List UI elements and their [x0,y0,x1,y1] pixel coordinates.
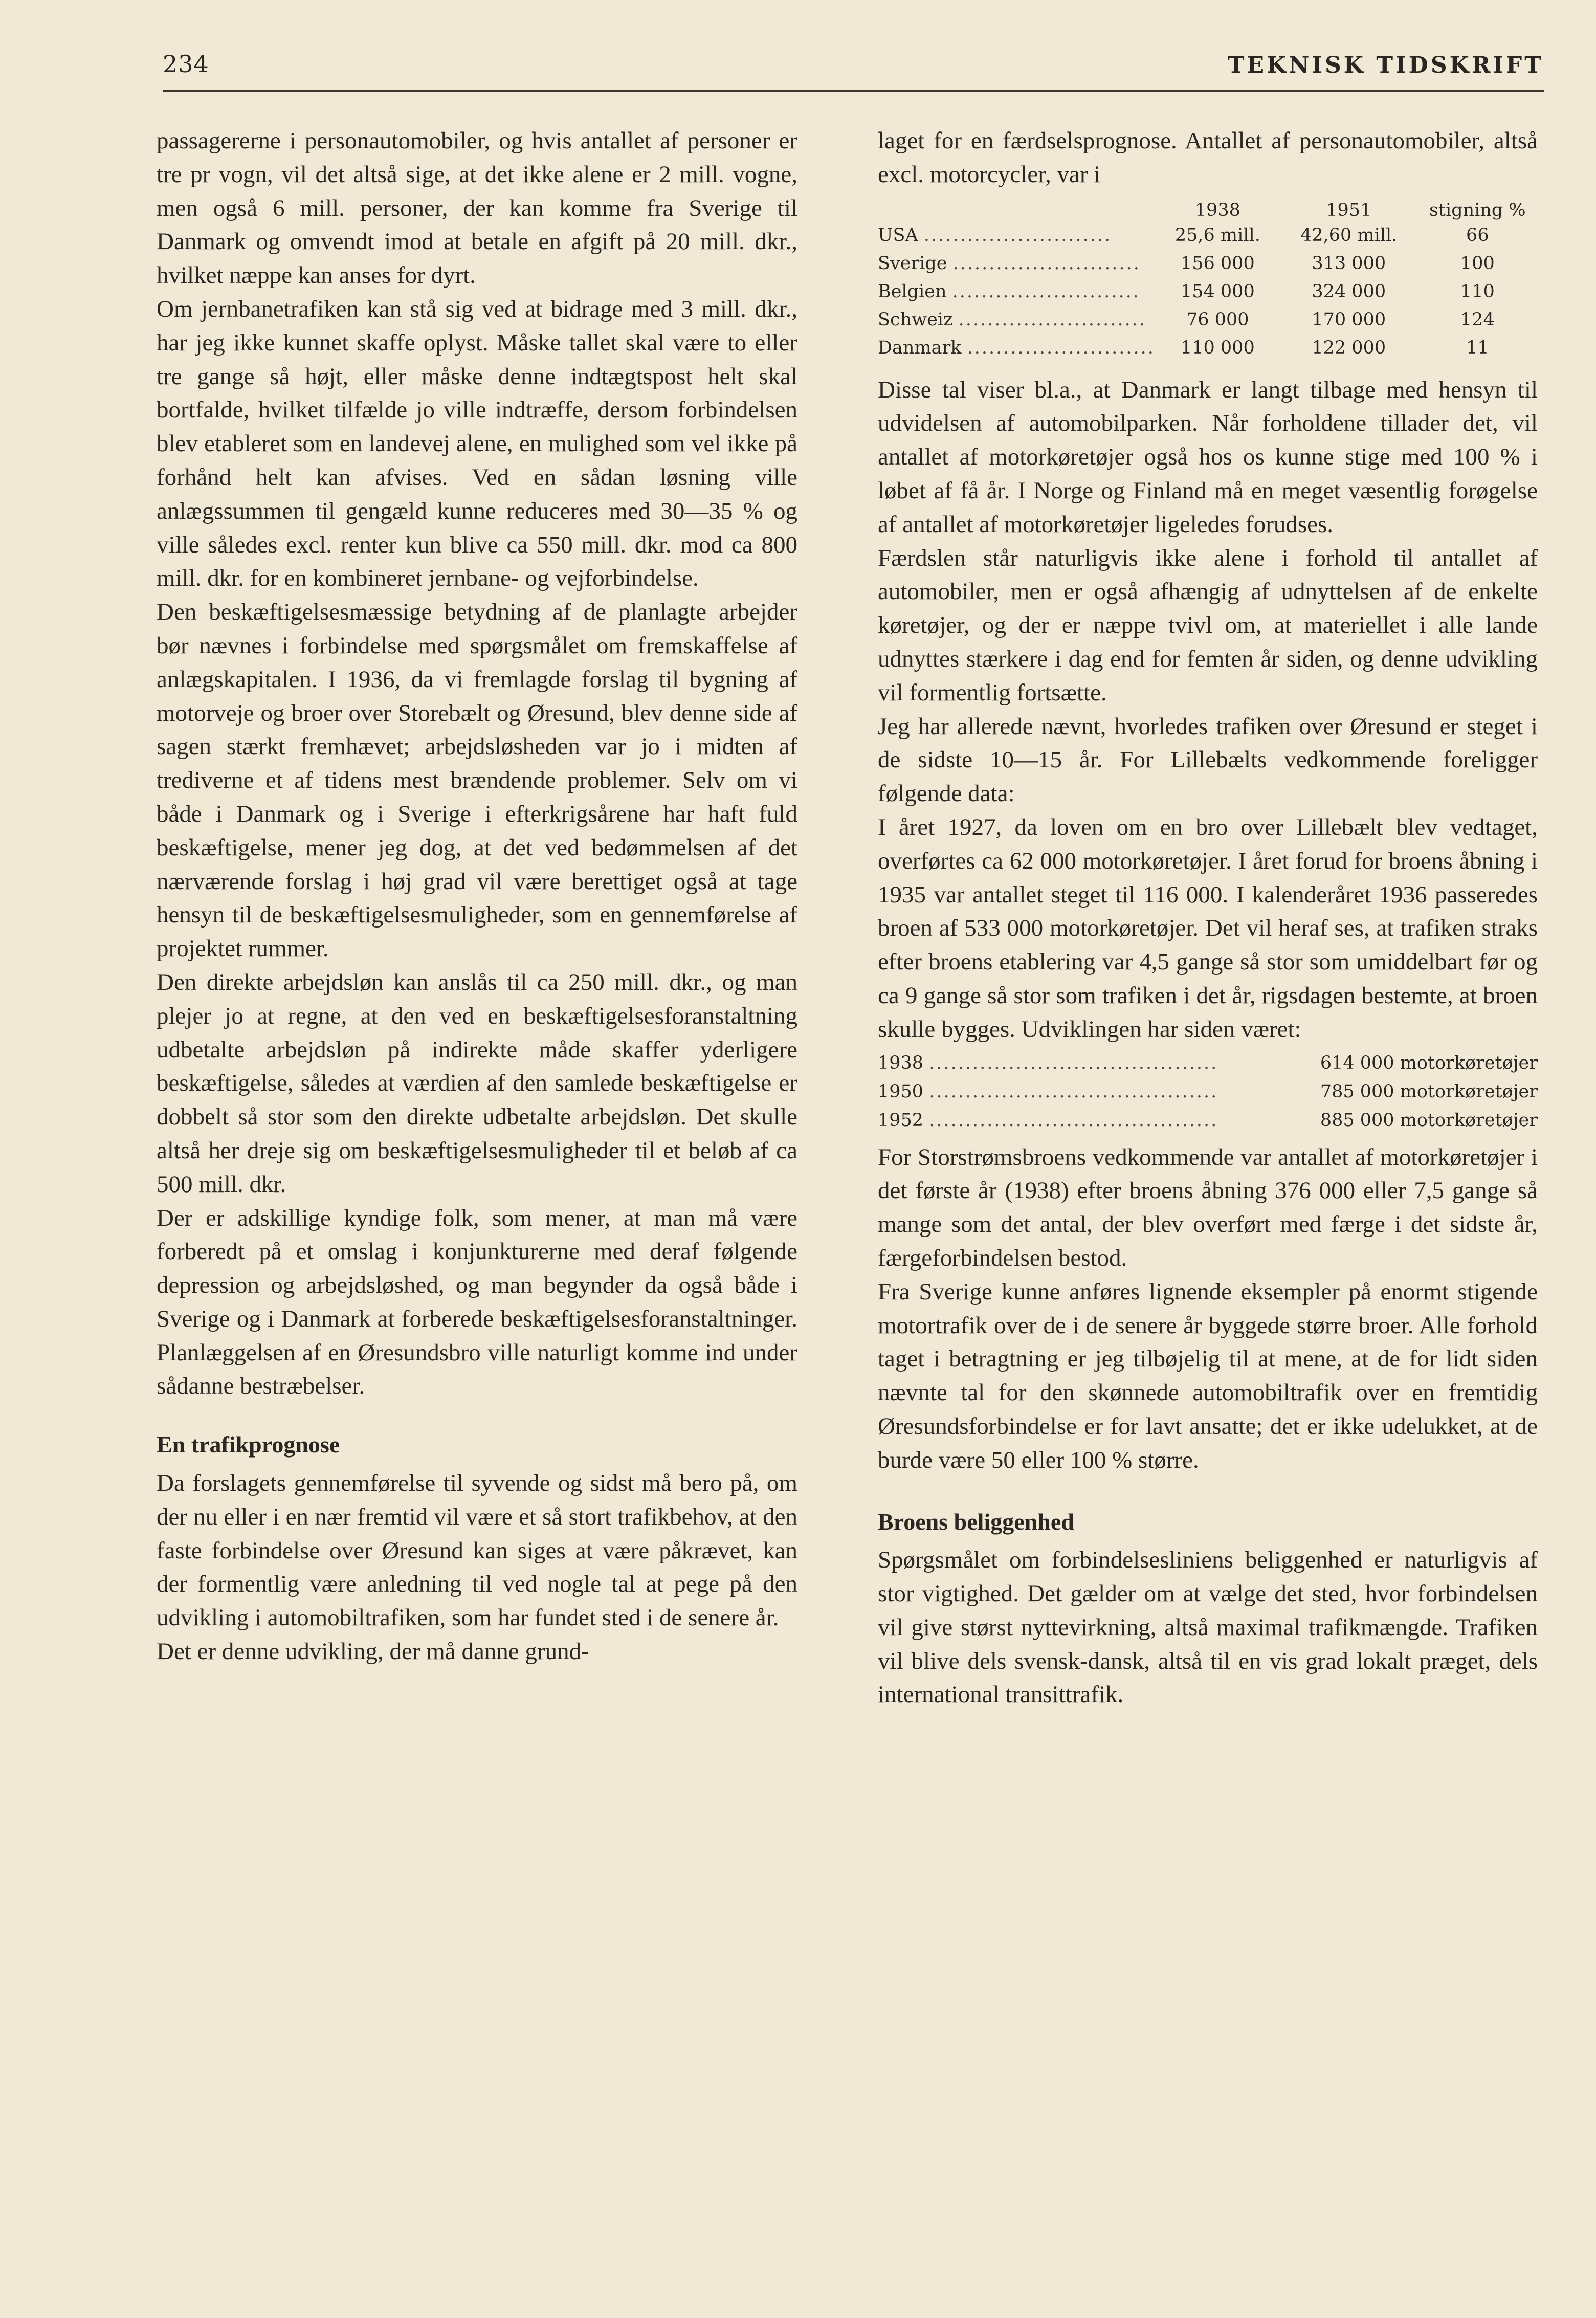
table-header-cell: 1951 [1326,200,1372,220]
vehicles-cell: 885 000 motorkøretøjer [1320,1110,1538,1131]
table-row [878,278,1538,306]
table-row [878,334,1538,362]
table-row [878,306,1538,334]
growth-cell: 110 [1460,281,1495,302]
year-cell: 1938 ........................................ [878,1052,1218,1073]
lillebaelt-development-table [878,1049,1538,1135]
growth-cell: 11 [1466,337,1489,358]
value-1951-cell: 42,60 mill. [1300,225,1398,246]
table-row [878,222,1538,250]
paragraph: Det er denne udvikling, der må danne grund- [157,1638,589,1665]
vehicles-cell: 614 000 motorkøretøjer [1320,1052,1538,1073]
table-row [878,1049,1538,1077]
year-cell: 1950 ........................................ [878,1081,1218,1102]
value-1951-cell: 170 000 [1312,309,1386,330]
country-cell: Sverige .......................... [878,253,1141,274]
table-header-cell: stigning % [1429,200,1526,220]
paragraph: Jeg har allerede nævnt, hvorledes trafiken over Øresund er steget i de sidste 10—15 år. For Lillebælts vedkommende foreligger følgende data: [878,713,1538,807]
paragraph: Den beskæftigelsesmæssige betydning af de planlagte arbejder bør nævnes i forbindelse med spørgsmålet om fremskaffelse af anlægskapitalen. I 1936, da vi fremlagde forslag til bygning af motorveje og broer over Storebælt og Øresund, blev denne side af sagen stærkt fremhævet; arbejdsløsheden var jo i midten af trediverne et af tidens mest brændende problemer. Selv om vi både i Danmark og i Sverige i efterkrigsårene har haft fuld beskæftigelse, mener jeg dog, at det ved bedømmelsen af det nærværende forslag i høj grad vil være berettiget også at tage hensyn til de beskæftigelsesmuligheder, som en gennemførelse af projektet rummer. [157,599,797,962]
paragraph: Om jernbanetrafiken kan stå sig ved at bidrage med 3 mill. dkr., har jeg ikke kunnet skaffe oplyst. Måske tallet skal være to eller tre gange så højt, eller måske denne indtægtspost helt skal bortfalde, hvilket tilfælde jo ville indtræffe, dersom forbindelsen blev etableret som en landevej alene, en mulighed som vel ikke på forhånd helt kan afvises. Ved en sådan løsning ville anlægssummen til gengæld kunne reduceres med 30—35 % og ville således excl. renter kun blive ca 550 mill. dkr. mod ca 800 mill. dkr. for en kombineret jernbane- og vejforbindelse. [157,295,797,592]
paragraph: Da forslagets gennemførelse til syvende og sidst må bero på, om der nu eller i en nær fremtid vil være et så stort trafikbehov, at den faste forbindelse over Øresund kan siges at være påkrævet, kan der formentlig være anledning til ved nogle tal at pege på den udvikling i automobiltrafiken, som har fundet sted i de senere år. [157,1470,797,1631]
section-heading-beliggenhed: Broens beliggenhed [878,1508,1074,1535]
paragraph: laget for en færdselsprognose. Antallet af personautomobiler, altså excl. motorcycler, var i [878,127,1538,188]
table-header-row [878,199,1538,222]
vehicles-cell: 785 000 motorkøretøjer [1320,1081,1538,1102]
value-1938-cell: 25,6 mill. [1174,225,1260,246]
growth-cell: 66 [1466,225,1489,246]
table-row [878,1106,1538,1135]
growth-cell: 124 [1460,309,1495,330]
paragraph: passagererne i personautomobiler, og hvis antallet af personer er tre pr vogn, vil det altså sige, at det ikke alene er 2 mill. vogne, men også 6 mill. personer, der kan komme fra Sverige til Danmark og omvendt imod at betale en afgift på 20 mill. dkr., hvilket næppe kan anses for dyrt. [157,127,797,289]
year-cell: 1952 ........................................ [878,1110,1218,1131]
car-statistics-table [878,199,1538,362]
paragraph: Færdslen står naturligvis ikke alene i forhold til antallet af automobiler, men er også afhængig af udnyttelsen af de enkelte køretøjer, og der er næppe tvivl om, at materiellet i alle lande udnyttes stærkere i dag end for femten år siden, og denne udvikling vil formentlig fortsætte. [878,544,1538,706]
value-1938-cell: 110 000 [1180,337,1255,358]
value-1951-cell: 324 000 [1312,281,1386,302]
value-1938-cell: 156 000 [1180,253,1255,274]
journal-title: TEKNISK TIDSKRIFT [1227,52,1544,78]
paragraph: Der er adskillige kyndige folk, som mener, at man må være forberedt på et omslag i konjunkturerne med deraf følgende depression og arbejdsløshed, og man begynder da også både i Sverige og i Danmark at forberede beskæftigelsesforanstaltninger. Planlæggelsen af en Øresundsbro ville naturligt komme ind under sådanne bestræbelser. [157,1204,797,1400]
country-cell: USA .......................... [878,225,1112,246]
table-header-cell: 1938 [1194,200,1240,220]
value-1951-cell: 313 000 [1312,253,1386,274]
right-column [878,124,1538,1712]
paragraph: Fra Sverige kunne anføres lignende eksempler på enormt stigende motortrafik over de i de senere år byggede større broer. Alle forhold taget i betragtning er jeg tilbøjelig til at mene, at de for lidt siden nævnte tal for den skønnede automobiltrafik over en fremtidig Øresundsforbindelse er for lavt ansatte; det er ikke udelukket, at de burde være 50 eller 100 % større. [878,1278,1538,1473]
page-header [163,49,1544,92]
paragraph: For Storstrømsbroens vedkommende var antallet af motorkøretøjer i det første år (1938) efter broens åbning 376 000 eller 7,5 gange så mange som det antal, der blev overført med færge i det sidste år, færgeforbindelsen bestod. [878,1143,1538,1271]
page-number: 234 [163,50,209,78]
country-cell: Danmark .......................... [878,337,1155,358]
growth-cell: 100 [1460,253,1495,274]
paragraph: I året 1927, da loven om en bro over Lillebælt blev vedtaget, overførtes ca 62 000 motorkøretøjer. I året forud for broens åbning i 1935 var antallet steget til 116 000. I kalenderåret 1936 passeredes broen af 533 000 motorkøretøjer. Det vil heraf ses, at trafiken straks efter broens etablering var 4,5 gange så stor som umiddelbart før og ca 9 gange så stor som trafiken i det år, rigsdagen bestemte, at broen skulle bygges. Udviklingen har siden været: [878,813,1538,1043]
left-column [157,124,797,1669]
value-1951-cell: 122 000 [1312,337,1386,358]
table-header-cell [878,199,1155,222]
value-1938-cell: 76 000 [1186,309,1249,330]
country-cell: Schweiz .......................... [878,309,1146,330]
country-cell: Belgien .......................... [878,281,1140,302]
section-heading-trafikprognose: En trafikprognose [157,1431,340,1458]
paragraph: Disse tal viser bl.a., at Danmark er langt tilbage med hensyn til udvidelsen af automobilparken. Når forholdene tillader det, vil antallet af motorkøretøjer også hos os kunne stige med 100 % i løbet af få år. I Norge og Finland må en meget væsentlig forøgelse af antallet af motorkøretøjer ligeledes forudses. [878,376,1538,538]
table-row [878,1077,1538,1106]
paragraph: Spørgsmålet om forbindelsesliniens beliggenhed er naturligvis af stor vigtighed. Det gælder om at vælge det sted, hvor forbindelsen vil give størst nyttevirkning, altså maximal trafikmængde. Trafiken vil blive dels svensk-dansk, altså til en vis grad lokalt præget, dels international transittrafik. [878,1547,1538,1708]
value-1938-cell: 154 000 [1180,281,1255,302]
paragraph: Den direkte arbejdsløn kan anslås til ca 250 mill. dkr., og man plejer jo at regne, at den ved en beskæftigelsesforanstaltning udbetalte arbejdsløn på indirekte måde skaffer yderligere beskæftigelse, således at værdien af den samlede beskæftigelse er dobbelt så stor som den direkte udbetalte arbejdsløn. Det skulle altså her dreje sig om beskæftigelsesmuligheder til et beløb af ca 500 mill. dkr. [157,968,797,1198]
table-row [878,250,1538,278]
